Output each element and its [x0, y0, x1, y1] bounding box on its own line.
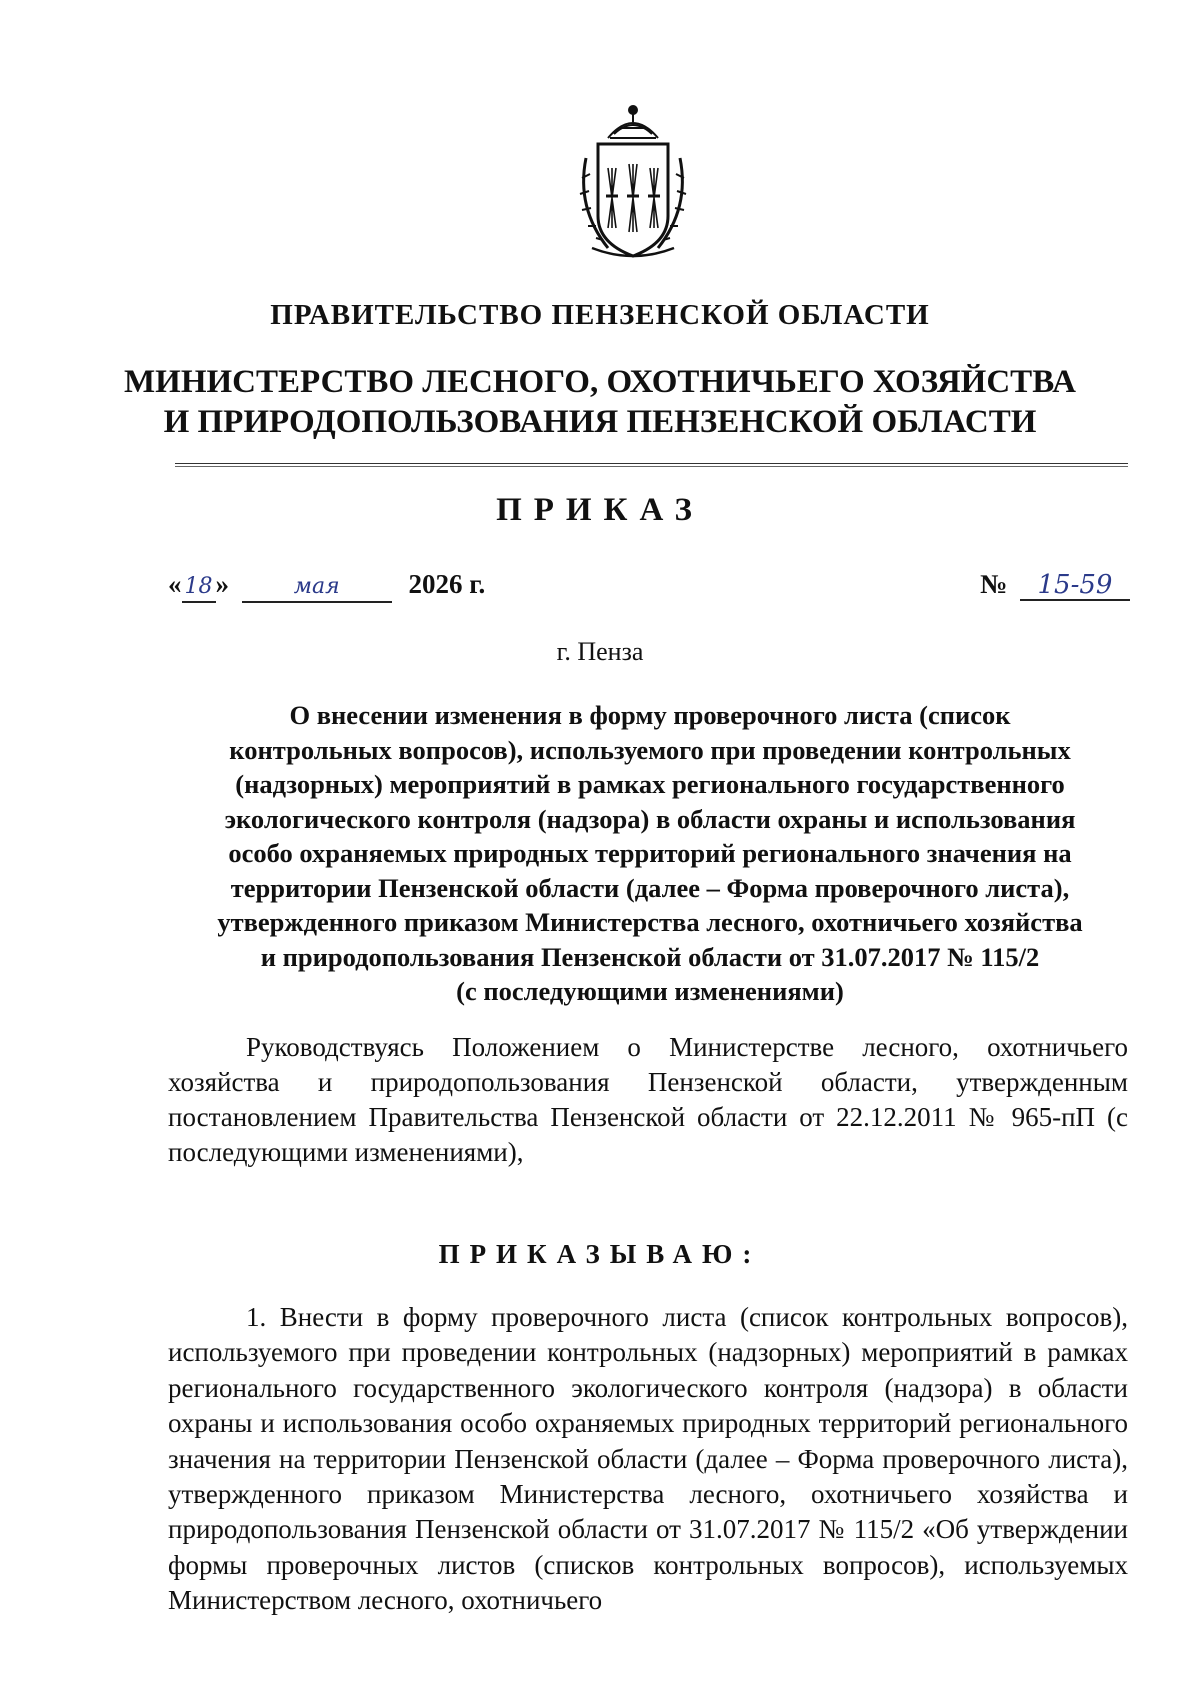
penza-coat-of-arms-icon [568, 98, 698, 266]
decree-heading: ПРИКАЗЫВАЮ: [438, 1239, 762, 1269]
ministry-title-line-2: И ПРИРОДОПОЛЬЗОВАНИЯ ПЕНЗЕНСКОЙ ОБЛАСТИ [163, 404, 1037, 440]
date-day: 18 [182, 573, 216, 603]
order-item-1: 1. Внести в форму проверочного листа (список контрольных вопросов), используемого при проведении контрольных (надзорных) мероприятий в рамках регионального государственного экологического контроля (надзора) в области охраны и использования особо охраняемых природных территорий регионального значения на территории Пензенской области (далее – Форма проверочного листа), утвержденного приказом Министерства лесного, охотничьего хозяйства и природопользования Пензенской области от 31.07.2017 № 115/2 «Об утверждении формы проверочных листов (списков контрольных вопросов), используемых Министерством лесного, охотничьего [168, 1302, 1128, 1616]
header-divider-secondary [175, 466, 1128, 467]
subject-line: утвержденного приказом Министерства лесного, охотничьего хозяйства [217, 907, 1083, 937]
order-number [980, 567, 1130, 601]
number-label: № [980, 569, 1008, 599]
subject-line: экологического контроля (надзора) в области охраны и использования [224, 803, 1076, 834]
subject-line: территории Пензенской области (далее – Форма проверочного листа), [230, 872, 1070, 903]
date-month: мая [242, 573, 392, 603]
ministry-title-line-1: МИНИСТЕРСТВО ЛЕСНОГО, ОХОТНИЧЬЕГО ХОЗЯЙСТВА [124, 364, 1076, 400]
header-divider [175, 463, 1128, 464]
date-close-quote: » [215, 569, 229, 599]
government-title: ПРАВИТЕЛЬСТВО ПЕНЗЕНСКОЙ ОБЛАСТИ [270, 299, 930, 331]
subject-line: (надзорных) мероприятий в рамках регионального государственного [235, 769, 1065, 799]
subject-line: особо охраняемых природных территорий регионального значения на [228, 838, 1072, 868]
subject-line: (с последующими изменениями) [456, 976, 844, 1006]
order-title: ПРИКАЗ [496, 492, 704, 528]
preamble-paragraph: Руководствуясь Положением о Министерстве лесного, охотничьего хозяйства и природопользования Пензенской области, утвержденным постановлением Правительства Пензенской области от 22.12.2011 № 965-пП (с последующими изменениями), [168, 1032, 1128, 1167]
subject-line: и природопользования Пензенской области от 31.07.2017 № 115/2 [260, 941, 1040, 972]
subject-line: О внесении изменения в форму проверочного листа (список [289, 700, 1011, 730]
order-subject [160, 698, 1140, 1009]
ministry-title [0, 362, 1200, 442]
subject-line: контрольных вопросов), используемого при проведении контрольных [229, 734, 1071, 765]
order-date [168, 567, 485, 603]
date-year: 2026 г. [408, 569, 486, 599]
number-value: 15-59 [1020, 571, 1130, 601]
city: г. Пенза [556, 637, 644, 666]
date-open-quote: « [168, 569, 182, 599]
